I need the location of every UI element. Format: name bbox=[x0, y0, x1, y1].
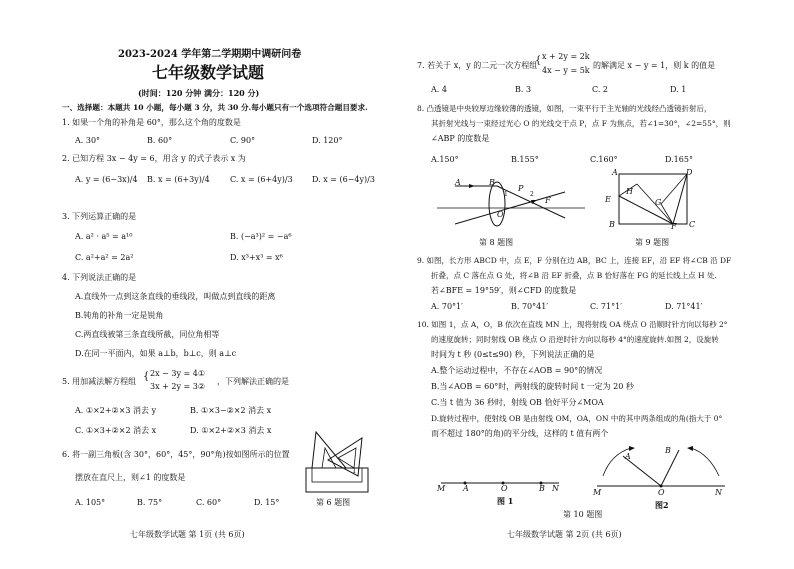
q1-option-c: C. 90° bbox=[230, 136, 256, 145]
q10-fig2-label-m: M bbox=[593, 488, 602, 497]
q8-option-a: A.150° bbox=[431, 155, 459, 164]
q5-option-a: A. ①×2+②×3 消去 y bbox=[75, 406, 157, 415]
q10-option-d-cont: 而不超过 180°的角)的平分线，这样的 t 值有两个 bbox=[431, 429, 609, 438]
q8-label-a: A bbox=[455, 178, 461, 187]
q3-option-b: B. (−a³)² = −a⁶ bbox=[230, 232, 292, 241]
q2-option-c: C. x = (6+4y)/3 bbox=[230, 175, 293, 184]
q7-option-c: C. 2 bbox=[592, 85, 609, 94]
q6-figure-set-squares-on-ruler bbox=[306, 428, 368, 494]
q5-option-d: D. ①×2+②×3 消去 x bbox=[190, 426, 272, 435]
q10-fig2-label-o: O bbox=[658, 488, 665, 497]
q8-stem-line1: 8. 凸透镜是中央较厚边缘较薄的透镜，如图，一束平行于主光轴的光线经凸透镜折射后， bbox=[417, 104, 712, 113]
q7-tail: 的解满足 x − y = 1，则 k 的值是 bbox=[593, 61, 716, 70]
q5-option-b: B. ①×3−②×2 消去 x bbox=[190, 406, 272, 415]
exam-main-title: 七年级数学试题 bbox=[152, 63, 265, 82]
q8-label-b: B bbox=[489, 178, 495, 187]
q1-option-a: A. 30° bbox=[75, 136, 101, 145]
q7-brace: { bbox=[535, 55, 542, 66]
q8-label-o: O bbox=[497, 210, 504, 219]
q10-fig2-label-a: A bbox=[625, 452, 631, 461]
q1-option-b: B. 60° bbox=[147, 136, 173, 145]
q8-option-c: C.160° bbox=[590, 155, 618, 164]
q10-fig1-label-a: A bbox=[463, 484, 469, 493]
q5-option-c: C. ①×3+②×2 消去 x bbox=[75, 426, 157, 435]
q3-stem: 3. 下列运算正确的是 bbox=[62, 212, 137, 221]
q10-fig1-caption: 图 1 bbox=[497, 496, 514, 506]
q1-option-d: D. 120° bbox=[312, 136, 343, 145]
q9-figure-caption: 第 9 题图 bbox=[635, 238, 670, 247]
q9-stem-line1: 9. 如图，长方形 ABCD 中，点 E，F 分别在边 AB，BC 上，连接 EF，沿 EF 将∠CB 沿 DF bbox=[417, 256, 732, 265]
q9-label-a: A bbox=[612, 168, 618, 177]
q7-stem: 7. 若关于 x，y 的二元一次方程组 bbox=[417, 61, 538, 70]
q5-tail: ，下列解法正确的是 bbox=[217, 377, 289, 386]
q8-label-1: 1 bbox=[504, 191, 508, 198]
q9-label-c: C bbox=[689, 220, 696, 229]
q5-brace: { bbox=[143, 371, 150, 382]
left-page-footer: 七年级数学试题 第 1页 (共 6页) bbox=[130, 530, 245, 539]
q8-stem-line3: ∠ABP 的度数是 bbox=[431, 134, 490, 143]
q9-label-f: F bbox=[671, 222, 677, 231]
q3-option-d: D. x³+x³ = x⁶ bbox=[230, 253, 283, 262]
q3-option-a: A. a² · a⁵ = a¹⁰ bbox=[75, 232, 133, 241]
q8-option-d: D.165° bbox=[665, 155, 693, 164]
q7-option-b: B. 3 bbox=[515, 85, 532, 94]
section-heading: 一、选择题：本题共 10 小题，每小题 3 分，共 30 分.每小题只有一个选项符合题目要求. bbox=[62, 103, 368, 112]
q3-option-c: C. a²+a² = 2a² bbox=[75, 253, 134, 262]
q10-option-b: B.当∠AOB = 60°时，两射线的旋转时间 t 一定为 20 秒 bbox=[431, 382, 634, 391]
q2-stem: 2. 已知方程 3x − 4y = 6，用含 y 的式子表示 x 为 bbox=[62, 154, 246, 163]
q7-option-a: A. 4 bbox=[431, 85, 447, 94]
q8-label-2: 2 bbox=[530, 191, 534, 198]
q10-fig1-label-n: N bbox=[552, 484, 559, 493]
q8-figure-caption: 第 8 题图 bbox=[479, 238, 514, 247]
q10-fig1-label-m: M bbox=[437, 484, 446, 493]
right-page bbox=[397, 0, 794, 569]
q1-stem: 1. 如果一个角的补角是 60°，那么这个角的度数是 bbox=[62, 118, 241, 127]
q10-stem-line2: 的速度旋转；同时射线 OB 绕点 O 沿逆时针方向以每秒 4°的速度旋转.如图 2，设旋转 bbox=[431, 335, 719, 344]
q5-eq1: 2x − 3y = 4① bbox=[150, 369, 206, 378]
q10-fig1-label-b: B bbox=[539, 484, 545, 493]
q9-option-b: B. 70°41′ bbox=[511, 302, 549, 311]
q9-option-c: C. 71°1′ bbox=[590, 302, 623, 311]
q4-stem: 4. 下列说法正确的是 bbox=[62, 273, 137, 282]
q10-option-a: A.整个运动过程中，不存在∠AOB = 90°的情况 bbox=[431, 366, 603, 375]
q10-fig1-label-o: O bbox=[501, 484, 508, 493]
q9-option-d: D. 71°41′ bbox=[665, 302, 703, 311]
q10-option-d: D.旋转过程中，使射线 OB 是由射线 OM，OA，ON 中的其中两条组成的角(指大于 0° bbox=[431, 414, 723, 423]
right-page-footer: 七年级数学试题 第 2页 (共 6页) bbox=[507, 530, 622, 539]
q2-option-a: A. y = (6−3x)/4 bbox=[75, 175, 138, 184]
q7-eq1: x + 2y = 2k bbox=[542, 52, 590, 61]
q6-option-a: A. 105° bbox=[75, 498, 106, 507]
q10-fig2-caption: 图2 bbox=[655, 500, 669, 510]
q9-label-h: H bbox=[626, 187, 633, 196]
q9-stem-line3: 若∠BFE = 19°59′，则∠CFD 的度数是 bbox=[431, 286, 577, 295]
q6-option-d: D. 15° bbox=[254, 498, 280, 507]
q6-figure-caption: 第 6 题图 bbox=[316, 498, 351, 507]
q4-option-a: A.直线外一点到这条直线的垂线段，叫做点到直线的距离 bbox=[75, 292, 276, 301]
q10-figure-caption: 第 10 题图 bbox=[563, 510, 603, 519]
q10-fig2-label-n: N bbox=[715, 488, 722, 497]
q6-stem-line1: 6. 将一副三角板(含 30°，60°，45°，90°角)按如图所示的位置 bbox=[62, 450, 290, 459]
q10-option-c: C.当 t 值为 36 秒时，射线 OB 恰好平分∠MOA bbox=[431, 398, 604, 407]
q9-figure-rectangle-fold bbox=[611, 172, 691, 228]
q6-stem-line2: 摆放在直尺上，则∠1 的度数是 bbox=[75, 473, 186, 482]
exam-meta: (时间：120 分钟 满分：120 分) bbox=[138, 88, 260, 98]
q5-eq2: 3x + 2y = 3② bbox=[150, 382, 206, 391]
q8-option-b: B.155° bbox=[511, 155, 539, 164]
exam-header-title: 2023-2024 学年第二学期期中调研问卷 bbox=[118, 49, 302, 60]
q5-stem: 5. 用加减法解方程组 bbox=[62, 377, 137, 386]
q9-label-e: E bbox=[605, 195, 611, 204]
q8-stem-line2: 其折射光线与一束经过光心 O 的光线交于点 P，点 F 为焦点，若∠1=30°，∠2=55°，则 bbox=[431, 119, 731, 128]
q6-angle-label: 1 bbox=[352, 467, 357, 475]
q10-figure2-rotating-rays bbox=[597, 440, 727, 492]
q2-option-d: D. x = (6−4y)/3 bbox=[312, 175, 375, 184]
q9-label-b: B bbox=[609, 220, 615, 229]
q9-label-g: G bbox=[655, 198, 662, 207]
q10-fig2-label-b: B bbox=[665, 446, 671, 455]
q9-label-d: D bbox=[686, 168, 693, 177]
q10-stem-line3: 时间为 t 秒 (0≤t≤90) 秒，下列说法正确的是 bbox=[431, 350, 595, 359]
q8-label-f: F bbox=[545, 196, 551, 205]
q10-stem-line1: 10. 如图 1，点 A，O，B 依次在直线 MN 上，现将射线 OA 绕点 O 沿顺时针方向以每秒 2° bbox=[417, 320, 728, 329]
q4-option-b: B.钝角的补角一定是锐角 bbox=[75, 311, 164, 320]
q4-option-d: D.在同一平面内，如果 a⊥b，b⊥c，则 a⊥c bbox=[75, 349, 237, 358]
q8-label-p: P bbox=[518, 184, 524, 193]
q4-option-c: C.两直线被第三条直线所截，同位角相等 bbox=[75, 330, 220, 339]
q6-option-b: B. 75° bbox=[137, 498, 163, 507]
q7-option-d: D. 1 bbox=[670, 85, 687, 94]
q9-stem-line2: 折叠，点 C 落在点 G 处，将∠B 沿 EF 折叠，点 B 恰好落在 FG 的延长线上点 H 处. bbox=[431, 271, 717, 280]
q9-option-a: A. 70°1′ bbox=[431, 302, 463, 311]
q7-eq2: 4x − y = 5k bbox=[542, 66, 590, 75]
q2-option-b: B. x = (6+3y)/4 bbox=[147, 175, 210, 184]
q6-option-c: C. 60° bbox=[196, 498, 222, 507]
